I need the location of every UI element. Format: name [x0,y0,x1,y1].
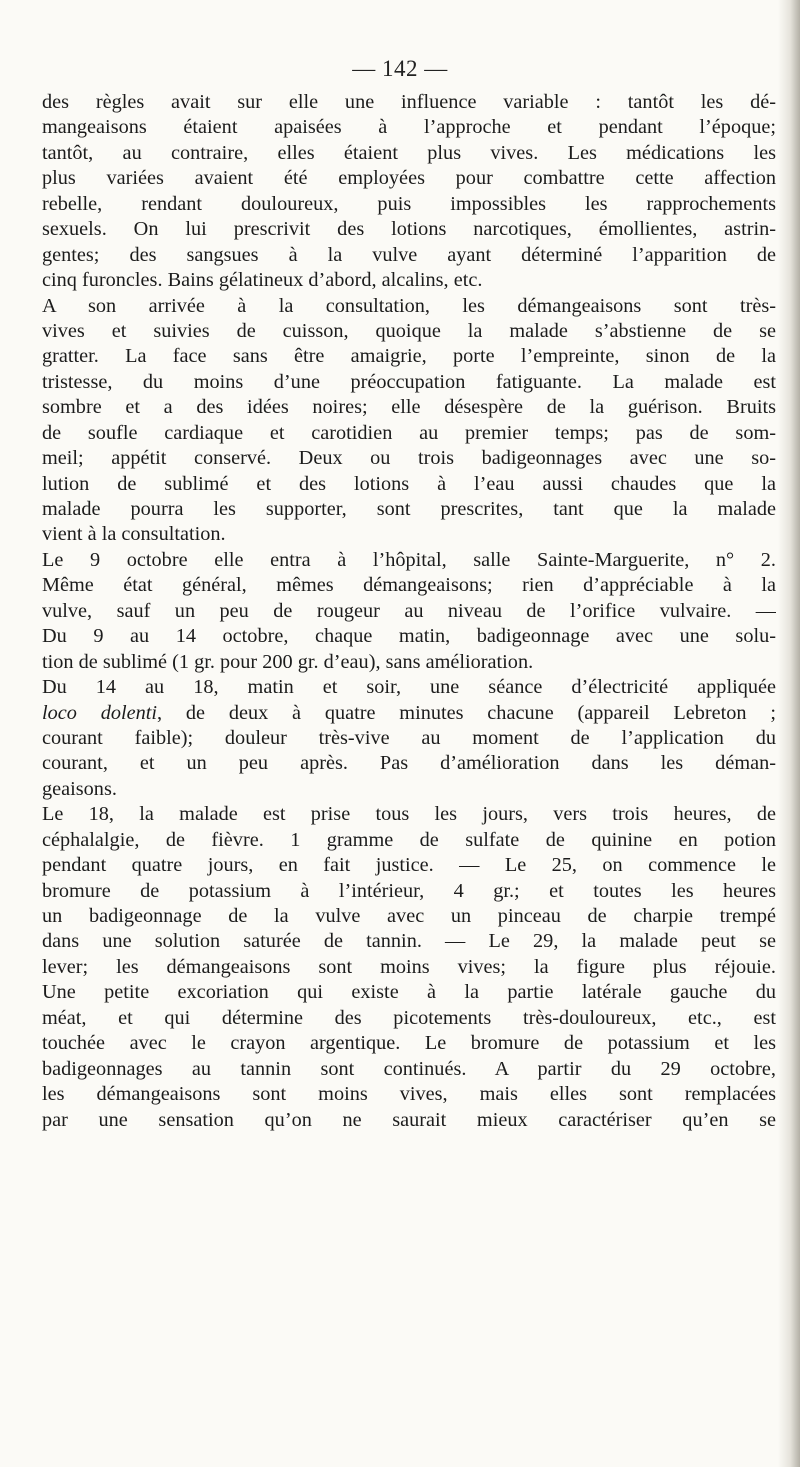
text-line: gratter. La face sans être amaigrie, porte l’empreinte, sinon de la [42,345,776,368]
text-line: lution de sublimé et des lotions à l’eau aussi chaudes que la [42,472,776,495]
text-line: bromure de potassium à l’intérieur, 4 gr.; et toutes les heures [42,879,776,902]
text-line: geaisons. [42,777,117,800]
text-line: plus variées avaient été employées pour combattre cette affection [42,167,776,190]
text-line: vient à la consultation. [42,523,226,546]
text-line: méat, et qui détermine des picotements très-douloureux, etc., est [42,1006,776,1029]
text-line: meil; appétit conservé. Deux ou trois badigeonnages avec une so- [42,447,776,470]
text-line: un badigeonnage de la vulve avec un pinceau de charpie trempé [42,905,776,927]
body-text [42,90,776,1133]
text-line: cinq furoncles. Bains gélatineux d’abord, alcalins, etc. [42,269,483,292]
text-line: mangeaisons étaient apaisées à l’approche et pendant l’époque; [42,116,776,139]
text-line: Le 18, la malade est prise tous les jours, vers trois heures, de [42,803,776,826]
text-line: sombre et a des idées noires; elle désespère de la guérison. Bruits [42,396,776,419]
text-line: pendant quatre jours, en fait justice. — Le 25, on commence le [42,854,776,877]
text-line: de soufle cardiaque et carotidien au premier temps; pas de som- [42,421,776,444]
text-line: Du 9 au 14 octobre, chaque matin, badigeonnage avec une solu- [42,625,776,648]
text-line: dans une solution saturée de tannin. — Le 29, la malade peut se [42,930,776,953]
text-line: malade pourra les supporter, sont prescrites, tant que la malade [42,498,776,520]
text-line: courant, et un peu après. Pas d’amélioration dans les déman- [42,752,776,775]
page-number: — 142 — [352,56,448,81]
text-line: tantôt, au contraire, elles étaient plus vives. Les médications les [42,141,776,164]
page-edge-shadow [778,0,800,1467]
text-line: lever; les démangeaisons sont moins vives; la figure plus réjouie. [42,955,776,978]
text-line: tristesse, du moins d’une préoccupation fatiguante. La malade est [42,370,776,393]
text-line: vulve, sauf un peu de rougeur au niveau de l’orifice vulvaire. — [42,599,776,622]
text-line: sexuels. On lui prescrivit des lotions narcotiques, émollientes, astrin- [42,218,776,241]
text-line: A son arrivée à la consultation, les démangeaisons sont très- [42,294,776,317]
text-line: vives et suivies de cuisson, quoique la malade s’abstienne de se [42,319,776,342]
text-line: gentes; des sangsues à la vulve ayant déterminé l’apparition de [42,243,776,266]
text-line: rebelle, rendant douloureux, puis impossibles les rapprochements [42,192,776,215]
text-line: badigeonnages au tannin sont continués. A partir du 29 octobre, [42,1057,776,1080]
text-line: par une sensation qu’on ne saurait mieux caractériser qu’en se [42,1108,776,1131]
text-line: loco dolenti, de deux à quatre minutes chacune (appareil Lebreton ; [42,701,776,724]
text-line: touchée avec le crayon argentique. Le bromure de potassium et les [42,1032,776,1055]
text-line: des règles avait sur elle une influence variable : tantôt les dé- [42,91,776,113]
text-line: Même état général, mêmes démangeaisons; rien d’appréciable à la [42,574,776,597]
text-line: Le 9 octobre elle entra à l’hôpital, salle Sainte-Marguerite, n° 2. [42,548,776,571]
text-line: céphalalgie, de fièvre. 1 gramme de sulfate de quinine en potion [42,828,776,851]
text-line: tion de sublimé (1 gr. pour 200 gr. d’eau), sans amélioration. [42,650,534,673]
text-line: les démangeaisons sont moins vives, mais elles sont remplacées [42,1083,776,1106]
text-line: Du 14 au 18, matin et soir, une séance d’électricité appliquée [42,676,776,699]
text-line: Une petite excoriation qui existe à la partie latérale gauche du [42,981,776,1004]
text-line: courant faible); douleur très-vive au moment de l’application du [42,726,776,749]
italic-phrase: loco dolenti [42,701,158,724]
